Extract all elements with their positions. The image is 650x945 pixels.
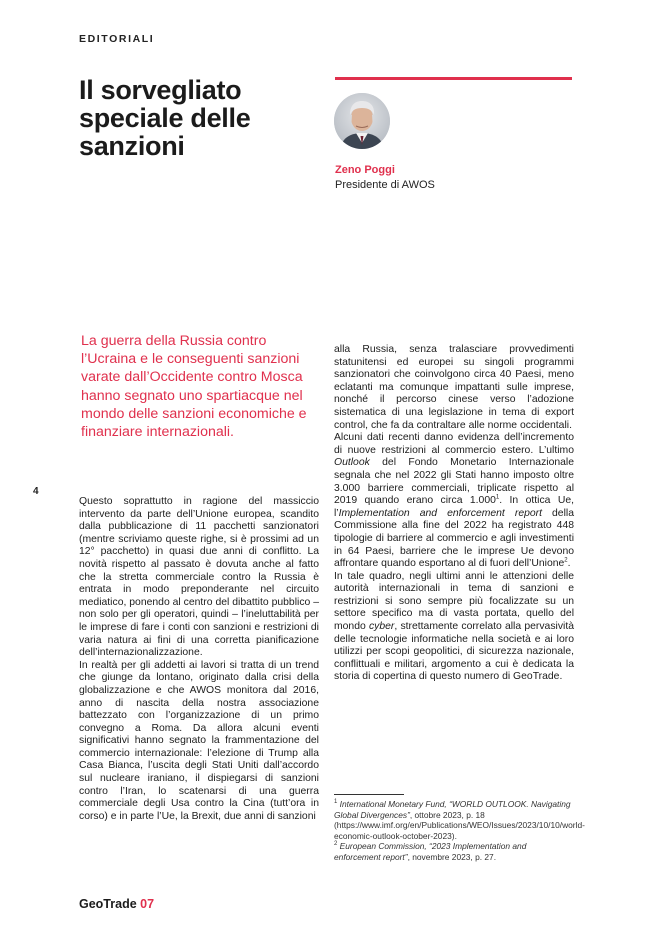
body-column-left <box>79 496 319 823</box>
author-name: Zeno Poggi <box>335 164 395 176</box>
body-column-right <box>334 344 574 684</box>
body-paragraph <box>334 571 574 684</box>
footnote <box>334 799 585 841</box>
accent-rule <box>335 77 572 80</box>
magazine-name: GeoTrade <box>79 897 137 911</box>
text-run: del Fondo Monetario Internazionale segnala che nel 2022 gli Stati hanno imposto oltre 3.000 barriere commerciali, triplicate rispetto al 2019 quando erano circa 1.000 <box>334 457 574 507</box>
author-portrait-icon <box>334 93 390 149</box>
footnote-source: International Monetary Fund, “WORLD OUTLOOK. Navigating Global Divergences” <box>334 799 571 820</box>
headline-line: speciale delle <box>79 103 251 133</box>
text-run: In tale quadro, negli ultimi anni le attenzioni delle autorità internazionali in tema di sanzioni e restrizioni si sono sempre più focalizzate su un settore specifico ma di vasta portata, quello del mondo <box>334 570 574 633</box>
footnote-text[interactable]: , ottobre 2023, p. 18 (https://www.imf.org/en/Publications/WEO/Issues/2023/10/10/world-economic-outlook-october-2023). <box>334 809 585 841</box>
headline-line: sanzioni <box>79 131 185 161</box>
footnote-ref[interactable]: 1 <box>495 494 500 501</box>
footnote <box>334 841 574 862</box>
magazine-footer <box>79 897 154 911</box>
text-run: Alcuni dati recenti danno evidenza dell’incremento di nuove restrizioni al commercio estero. L’ultimo <box>334 432 574 456</box>
text-run: . <box>567 558 571 570</box>
footnote-marker: 2 <box>334 841 338 848</box>
footnote-divider <box>334 794 404 795</box>
body-paragraph <box>334 432 574 571</box>
footnote-marker: 1 <box>334 799 338 806</box>
publication-title: Implementation and enforcement report <box>338 507 542 519</box>
body-paragraph: alla Russia, senza tralasciare provvedimenti statunitensi ed europei su singoli programmi sanzionatori che coinvolgono circa 40 Paesi, meno eclatanti ma comunque impattanti sulle imprese, nonché il percorso cinese verso l’adozione sistematica di una legislazione in tema di export control, che fa da contraltare alle norme occidentali. <box>334 344 574 431</box>
footnote-text: , novembre 2023, p. 27. <box>407 851 497 862</box>
section-label: EDITORIALI <box>79 33 155 45</box>
footnotes <box>334 799 585 863</box>
page-number: 4 <box>33 486 39 497</box>
headline-line: Il sorvegliato <box>79 75 242 105</box>
author-role: Presidente di AWOS <box>335 179 435 191</box>
body-paragraph: In realtà per gli addetti ai lavori si tratta di un trend che giunge da lontano, originato dalla crisi della globalizzazione e che AWOS monitora dal 2016, anno di nascita della nostra associazione battezzato con l’organizzazione di un primo convegno a Roma. Da allora alcuni eventi significativi hanno segnato la frammentazione del commercio internazionale: l’elezione di Trump alla Casa Bianca, l’uscita degli Stati Uniti dall’accordo sul nucleare iraniano, il dispiegarsi di sanzioni contro l’Iran, lo scatenarsi di una guerra commerciale degli Usa contro la Cina (tutt’ora in corso) e in parte l’Ue, la Brexit, due anni di sanzioni <box>79 659 319 822</box>
footnote-ref[interactable]: 2 <box>564 557 568 564</box>
emphasis: cyber <box>368 621 395 633</box>
article-headline <box>79 76 309 160</box>
author-avatar <box>334 93 390 149</box>
body-paragraph: Questo soprattutto in ragione del massiccio intervento da parte dell’Unione europea, scandito dalla pubblicazione di 11 pacchetti sanzionatori (mentre scriviamo queste righe, si è prossimi ad un 12° pacchetto) in quasi due anni di conflitto. La novità rispetto al passato è dovuta anche al fatto che la stretta commerciale contro la Russia è entrata in modo preponderante nel circuito mediatico, ponendo al centro del dibattito pubblico – non solo per gli operatori, quindi – l’ineluttabilità per le imprese di fare i conti con sanzioni e restrizioni di varia natura ai fini di una corretta pianificazione dell’internazionalizzazione. <box>79 496 319 659</box>
text-run: della Commissione alla fine del 2022 ha registrato 448 tipologie di barriere al commercio e agli investimenti in 64 Paesi, barriere che le imprese Ue devono affrontare quando esportano al di fuori dell’Unione <box>334 507 574 570</box>
publication-title: Outlook <box>334 457 370 469</box>
text-run: . In ottica Ue, l’ <box>334 495 575 519</box>
text-run: , strettamente correlato alla pervasività delle tecnologie informatiche nella società e ai loro utilizzi per scopi geopolitici, di sicurezza nazionale, conflittuali e militari, argomento a cui è dedicata la storia di copertina di questo numero di GeoTrade. <box>334 621 574 683</box>
footnote-source: European Commission, “2023 Implementation and enforcement report” <box>334 841 527 862</box>
lead-paragraph: La guerra della Russia contro l’Ucraina e le conseguenti sanzioni varate dall’Occidente contro Mosca hanno segnato uno spartiacque nel mondo delle sanzioni economiche e finanziare internazionali. <box>81 333 307 441</box>
issue-number: 07 <box>140 897 155 911</box>
